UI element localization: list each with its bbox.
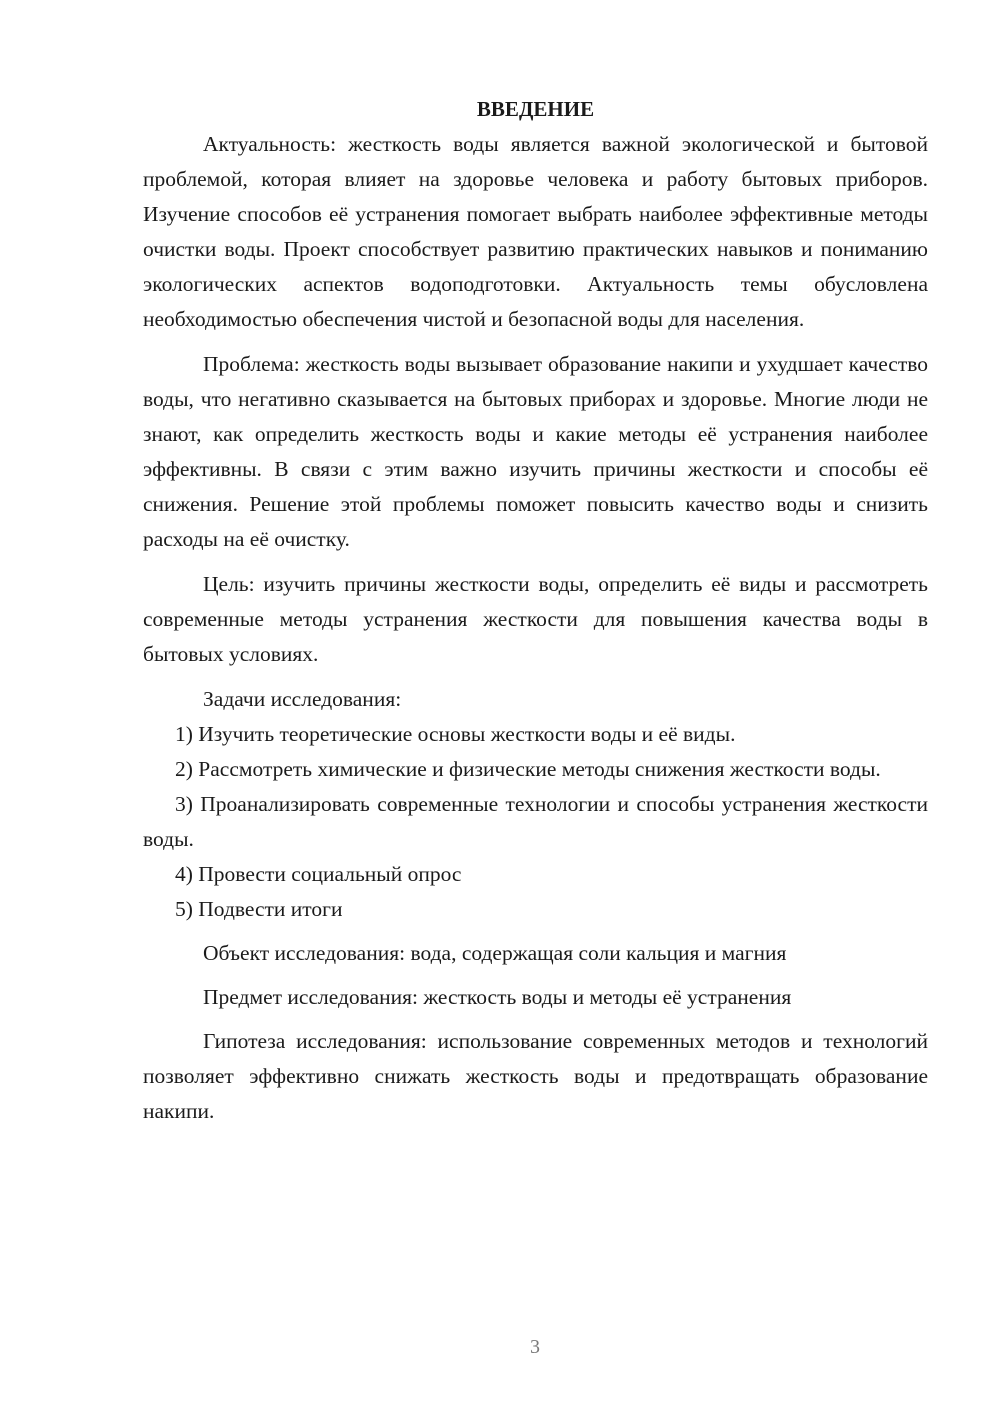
- section-title: ВВЕДЕНИЕ: [476, 97, 595, 121]
- relevance-paragraph: Актуальность: жесткость воды является важной экологической и бытовой проблемой, которая влияет на здоровье человека и работу бытовых приборов. Изучение способов её устранения помогает выбрать наиболее эффективные методы очистки воды. Проект способствует развитию практических навыков и пониманию экологических аспектов водоподготовки. Актуальность темы обусловлена необходимостью обеспечения чистой и безопасной воды для населения.: [143, 132, 928, 331]
- hypothesis-paragraph: Гипотеза исследования: использование современных методов и технологий позволяет эффективно снижать жесткость воды и предотвращать образование накипи.: [143, 1029, 928, 1123]
- task-item-5: 5) Подвести итоги: [175, 897, 343, 921]
- task-item-4: 4) Провести социальный опрос: [175, 862, 462, 886]
- tasks-heading: Задачи исследования:: [203, 687, 402, 711]
- page-number: 3: [530, 1336, 540, 1358]
- subject-paragraph: Предмет исследования: жесткость воды и методы её устранения: [203, 985, 792, 1009]
- task-item-3: 3) Проанализировать современные технологии и способы устранения жесткости воды.: [143, 792, 928, 851]
- task-item-2: 2) Рассмотреть химические и физические методы снижения жесткости воды.: [175, 757, 881, 781]
- task-item-1: 1) Изучить теоретические основы жесткости воды и её виды.: [175, 722, 736, 746]
- document-page: [143, 92, 928, 1129]
- problem-paragraph: Проблема: жесткость воды вызывает образование накипи и ухудшает качество воды, что негативно сказывается на бытовых приборах и здоровье. Многие люди не знают, как определить жесткость воды и какие методы её устранения наиболее эффективны. В связи с этим важно изучить причины жесткости и способы её снижения. Решение этой проблемы поможет повысить качество воды и снизить расходы на её очистку.: [143, 352, 928, 551]
- goal-paragraph: Цель: изучить причины жесткости воды, определить её виды и рассмотреть современные методы устранения жесткости для повышения качества воды в бытовых условиях.: [143, 572, 928, 666]
- object-paragraph: Объект исследования: вода, содержащая соли кальция и магния: [203, 941, 787, 965]
